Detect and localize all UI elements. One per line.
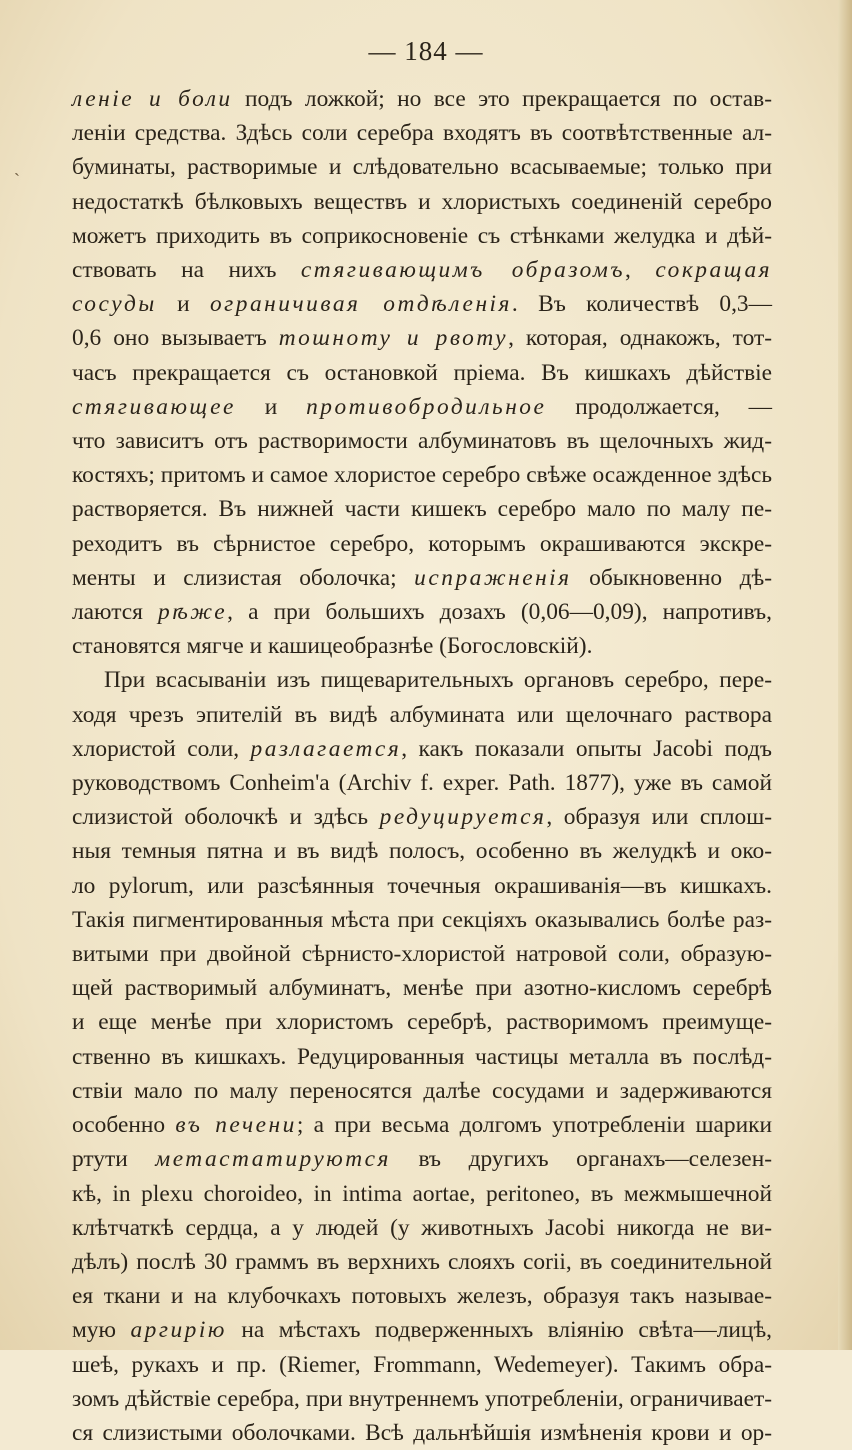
emphasized-text: разлагается xyxy=(250,735,402,762)
text-segment: реходитъ въ сѣрнистое серебро, которымъ окрашиваются экскре- xyxy=(72,530,772,557)
text-line xyxy=(72,629,772,663)
text-segment: мую xyxy=(72,1317,131,1344)
body-text xyxy=(72,82,772,1450)
text-line xyxy=(72,834,772,868)
text-segment: особенно xyxy=(72,1112,176,1139)
page-edge xyxy=(838,0,852,1350)
text-line xyxy=(72,766,772,800)
text-line xyxy=(72,937,772,971)
text-segment: и xyxy=(235,393,307,420)
text-segment: на мѣстахъ подверженныхъ вліянію свѣта—лицѣ, xyxy=(226,1317,772,1344)
emphasized-text: рѣже xyxy=(158,599,228,626)
text-segment: обыкновенно дѣ- xyxy=(571,564,772,591)
text-segment: менты и слизистая оболочка; xyxy=(72,564,415,591)
emphasized-text: противобродильное xyxy=(306,393,547,420)
text-segment: Такія пигментированныя мѣста при секціяхъ оказывались болѣе раз- xyxy=(72,906,772,933)
emphasized-text: метастатируются xyxy=(155,1146,391,1173)
text-line xyxy=(72,1040,772,1074)
text-segment: часъ прекращается съ остановкой пріема. Въ кишкахъ дѣйствіе xyxy=(72,359,772,386)
emphasized-text: тошноту и рвоту xyxy=(278,325,509,352)
emphasized-text: въ печени xyxy=(175,1112,297,1139)
text-segment: и xyxy=(156,291,210,318)
text-segment: клѣтчаткѣ сердца, а у людей (у животныхъ Jacobi никогда не ви- xyxy=(72,1214,772,1241)
page-number: — 184 — xyxy=(368,36,484,66)
text-line xyxy=(72,424,772,458)
text-segment: недостаткѣ бѣлковыхъ веществъ и хлористыхъ соединеній серебро xyxy=(72,188,772,215)
text-segment: 0,6 оно вызываетъ xyxy=(72,325,279,352)
text-line xyxy=(72,698,772,732)
text-segment: щей растворимый албуминатъ, менѣе при азотно-кисломъ серебрѣ xyxy=(72,975,772,1002)
emphasized-text: аргирію xyxy=(130,1317,227,1344)
text-segment: растворяется. Въ нижней части кишекъ серебро мало по малу пе- xyxy=(72,496,772,523)
text-segment: становятся мягче и кашицеобразнѣе (Богословскій). xyxy=(72,633,593,660)
text-line xyxy=(72,869,772,903)
text-segment: въ другихъ органахъ—селезен- xyxy=(390,1146,772,1173)
text-segment: руководствомъ Conheim'а (Archiv f. exper. Path. 1877), уже въ самой xyxy=(72,770,772,797)
text-line xyxy=(72,116,772,150)
text-segment: ствіи мало по малу переносятся далѣе сосудами и задерживаются xyxy=(72,1077,772,1104)
margin-mark: ˋ xyxy=(14,170,20,190)
text-line xyxy=(72,82,772,116)
text-segment: , образуя или сплош- xyxy=(546,804,772,831)
text-segment: хлористой соли, xyxy=(72,735,251,762)
text-line xyxy=(72,903,772,937)
text-segment: ся слизистыми оболочками. Всѣ дальнѣйшія измѣненія крови и ор- xyxy=(72,1419,772,1446)
text-segment: продолжается, — xyxy=(546,393,772,420)
text-segment: , xyxy=(625,257,656,284)
text-line xyxy=(72,390,772,424)
text-line xyxy=(72,1279,772,1313)
text-line xyxy=(72,458,772,492)
text-line xyxy=(72,732,772,766)
text-segment: ходя чрезъ эпителій въ видѣ албумината или щелочнаго раствора xyxy=(72,701,772,728)
emphasized-text: леніе и боли xyxy=(72,86,233,112)
text-segment: подъ ложкой; но все это прекращается по остав- xyxy=(232,86,772,112)
text-segment: дѣлъ) послѣ 30 граммъ въ верхнихъ слояхъ corii, въ соединительной xyxy=(72,1248,772,1275)
text-segment: , какъ показали опыты Jacobi подъ xyxy=(401,735,772,762)
text-segment: слизистой оболочкѣ и здѣсь xyxy=(72,804,380,831)
text-line xyxy=(72,253,772,287)
text-segment: кѣ, in plexu choroideo, in intima aortae, peritoneo, въ межмышечной xyxy=(72,1180,772,1207)
emphasized-text: сосуды xyxy=(72,291,157,318)
text-line xyxy=(72,492,772,526)
text-line xyxy=(72,1313,772,1347)
text-line xyxy=(72,1108,772,1142)
text-segment: витыми при двойной сѣрнисто-хлористой натровой соли, образую- xyxy=(72,941,772,968)
text-line xyxy=(72,1382,772,1416)
text-line xyxy=(72,1348,772,1382)
emphasized-text: стягивающимъ образомъ xyxy=(300,257,626,284)
text-segment: костяхъ; притомъ и самое хлористое серебро свѣже осажденное здѣсь xyxy=(72,462,772,489)
text-line xyxy=(72,800,772,834)
text-line xyxy=(72,527,772,561)
text-line xyxy=(72,287,772,321)
text-segment: что зависитъ отъ растворимости албуминатовъ въ щелочныхъ жид- xyxy=(72,428,772,455)
text-line xyxy=(72,1005,772,1039)
text-segment: ло pylorum, или разсѣянныя точечныя окрашиванія—въ кишкахъ. xyxy=(72,872,772,899)
text-line xyxy=(72,1416,772,1450)
text-line xyxy=(72,663,772,697)
text-line xyxy=(72,561,772,595)
text-segment: При всасываніи изъ пищеварительныхъ органовъ серебро, пере- xyxy=(104,667,772,694)
emphasized-text: стягивающее xyxy=(72,393,236,420)
text-line xyxy=(72,185,772,219)
text-line xyxy=(72,321,772,355)
text-segment: буминаты, растворимые и слѣдовательно всасываемые; только при xyxy=(72,154,772,181)
text-line xyxy=(72,1142,772,1176)
text-segment: ственно въ кишкахъ. Редуцированныя частицы металла въ послѣд- xyxy=(72,1043,772,1070)
emphasized-text: редуцируется xyxy=(379,804,547,831)
text-line xyxy=(72,971,772,1005)
text-line xyxy=(72,1245,772,1279)
text-segment: и еще менѣе при хлористомъ серебрѣ, растворимомъ преимуще- xyxy=(72,1009,772,1036)
text-segment: ея ткани и на клубочкахъ потовыхъ железъ, образуя такъ называе- xyxy=(72,1283,772,1310)
text-segment: лаются xyxy=(72,599,158,626)
emphasized-text: сокращая xyxy=(655,257,773,284)
text-line xyxy=(72,595,772,629)
text-segment: ртути xyxy=(72,1146,156,1173)
emphasized-text: испражненія xyxy=(414,564,572,591)
text-line xyxy=(72,1211,772,1245)
text-segment: шеѣ, рукахъ и пр. (Riemer, Frommann, Wedemeyer). Такимъ обра- xyxy=(72,1351,772,1378)
text-segment: , которая, однакожъ, тот- xyxy=(508,325,772,352)
text-segment: ; а при весьма долгомъ употребленіи шарики xyxy=(296,1112,772,1139)
emphasized-text: ограничивая отдѣленія xyxy=(209,291,512,318)
text-segment: , а при большихъ дозахъ (0,06—0,09), напротивъ, xyxy=(227,599,772,626)
text-segment: зомъ дѣйствіе серебра, при внутреннемъ употребленіи, ограничивает- xyxy=(72,1385,772,1412)
text-segment: ствовать на нихъ xyxy=(72,257,301,284)
text-segment: можетъ приходить въ соприкосновеніе съ стѣнками желудка и дѣй- xyxy=(72,222,772,249)
text-line xyxy=(72,1177,772,1211)
text-line xyxy=(72,150,772,184)
text-line xyxy=(72,1074,772,1108)
text-line xyxy=(72,219,772,253)
text-line xyxy=(72,356,772,390)
text-segment: леніи средства. Здѣсь соли серебра входятъ въ соотвѣтственные ал- xyxy=(72,120,772,147)
text-segment: . Въ количествѣ 0,3— xyxy=(511,291,773,318)
text-segment: ныя темныя пятна и въ видѣ полосъ, особенно въ желудкѣ и око- xyxy=(72,838,772,865)
